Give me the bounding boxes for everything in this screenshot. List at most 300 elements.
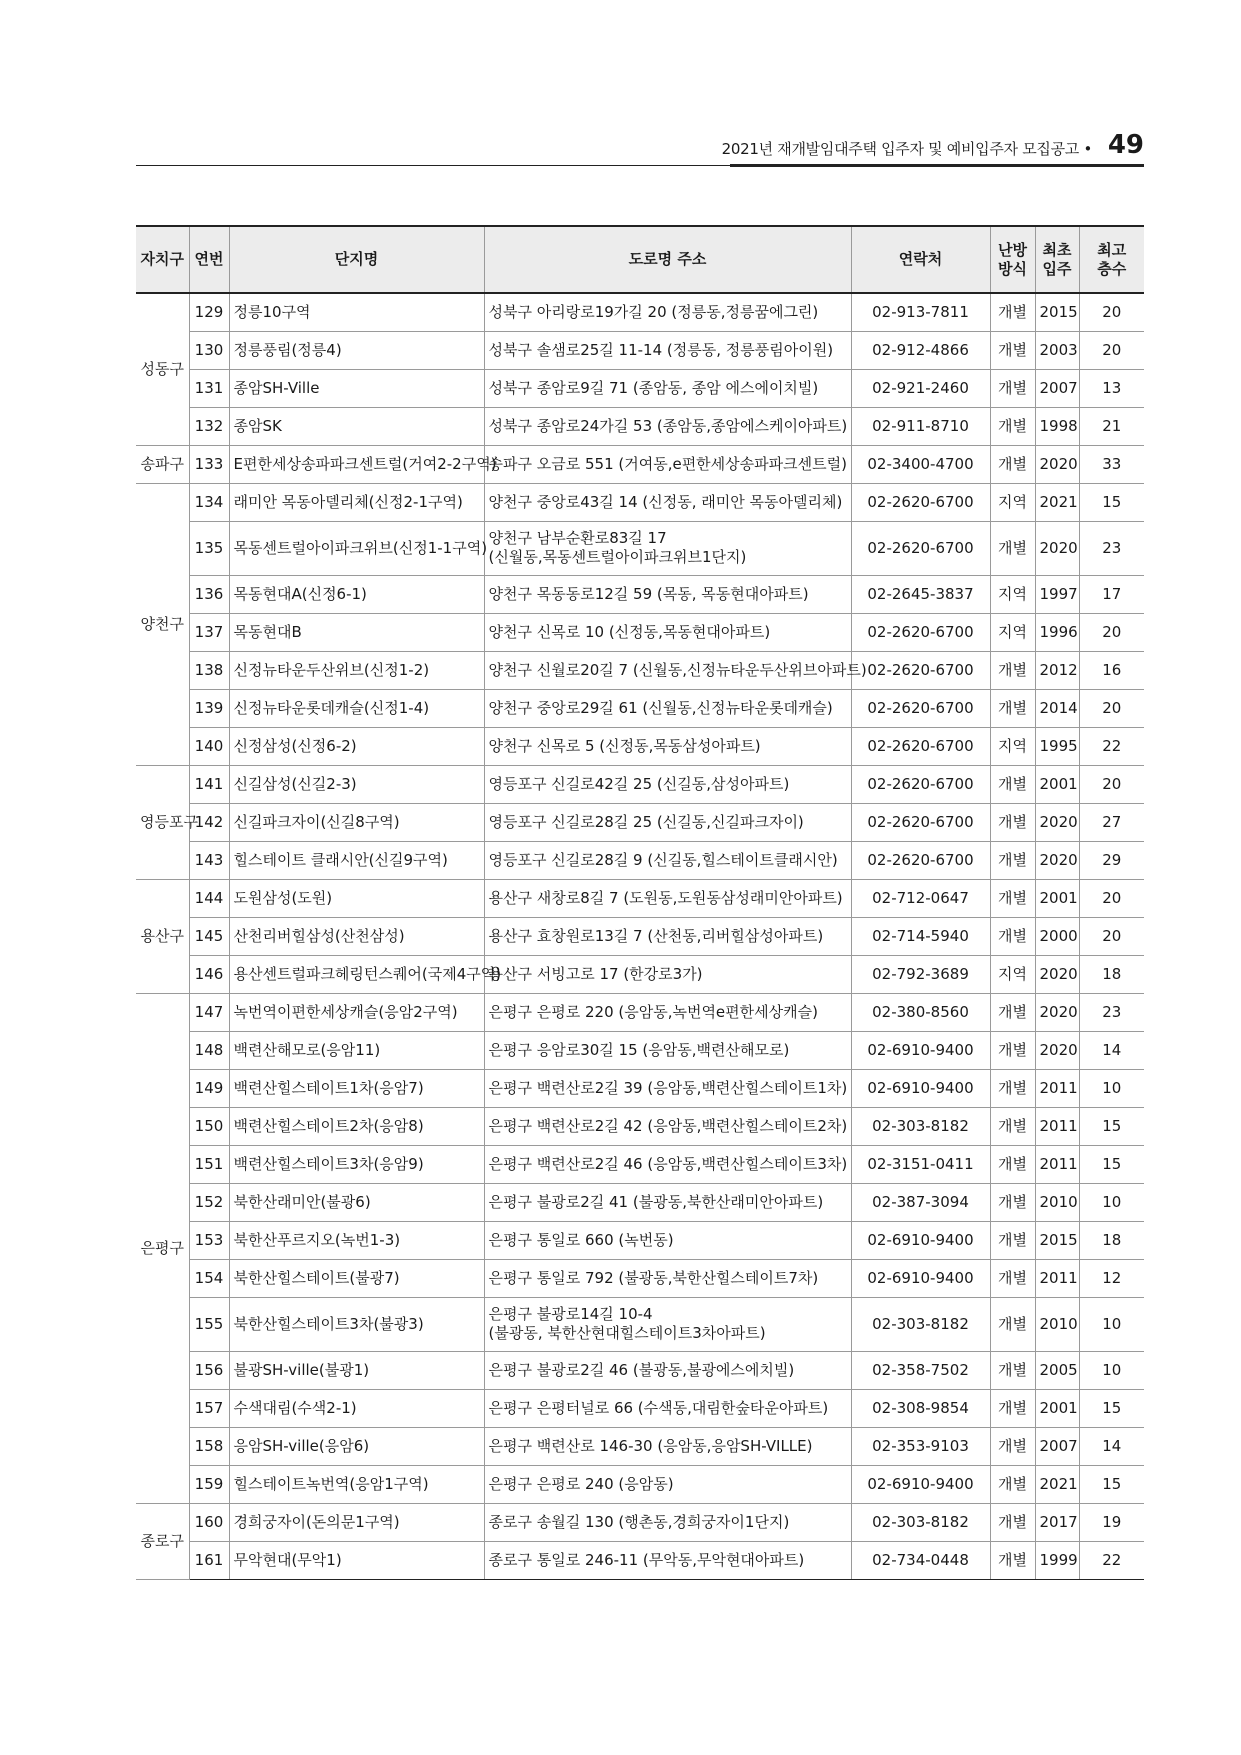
phone-cell: 02-734-0448 — [851, 1541, 990, 1579]
table-row — [136, 1465, 1144, 1503]
first-move-in-year-cell: 2017 — [1035, 1503, 1079, 1541]
row-number-cell: 160 — [189, 1503, 229, 1541]
first-move-in-year-cell: 2015 — [1035, 1221, 1079, 1259]
address-line: 송파구 오금로 551 (거여동,e편한세상송파파크센트럴) — [488, 454, 847, 473]
first-move-in-year-cell: 2011 — [1035, 1259, 1079, 1297]
heating-cell: 개별 — [990, 803, 1035, 841]
table-row — [136, 1503, 1144, 1541]
max-floors-cell: 20 — [1079, 689, 1144, 727]
heating-cell: 개별 — [990, 917, 1035, 955]
address-line: 영등포구 신길로28길 25 (신길동,신길파크자이) — [488, 812, 804, 831]
table-row — [136, 689, 1144, 727]
heating-cell: 개별 — [990, 879, 1035, 917]
heating-cell: 개별 — [990, 1465, 1035, 1503]
row-number-cell: 152 — [189, 1183, 229, 1221]
phone-cell: 02-2620-6700 — [851, 765, 990, 803]
district-cell: 용산구 — [136, 879, 189, 993]
first-move-in-year-cell: 1997 — [1035, 575, 1079, 613]
heating-cell: 개별 — [990, 1427, 1035, 1465]
heating-cell: 개별 — [990, 1259, 1035, 1297]
address-cell — [484, 917, 851, 955]
first-move-in-year-cell: 2001 — [1035, 1389, 1079, 1427]
first-move-in-year-cell: 2000 — [1035, 917, 1079, 955]
phone-cell: 02-712-0647 — [851, 879, 990, 917]
table-row — [136, 1427, 1144, 1465]
max-floors-cell: 15 — [1079, 1107, 1144, 1145]
address-cell — [484, 1069, 851, 1107]
table-body — [136, 293, 1144, 1579]
first-move-in-year-cell: 2010 — [1035, 1297, 1079, 1351]
max-floors-cell: 20 — [1079, 331, 1144, 369]
table-row — [136, 1351, 1144, 1389]
heating-cell: 개별 — [990, 1297, 1035, 1351]
address-cell — [484, 1389, 851, 1427]
heating-cell: 개별 — [990, 521, 1035, 575]
phone-cell: 02-6910-9400 — [851, 1221, 990, 1259]
first-move-in-year-cell: 2005 — [1035, 1351, 1079, 1389]
address-line: 은평구 백련산로 146-30 (응암동,응암SH-VILLE) — [488, 1436, 813, 1455]
first-move-in-year-cell: 2020 — [1035, 521, 1079, 575]
heating-cell: 개별 — [990, 651, 1035, 689]
max-floors-cell: 20 — [1079, 613, 1144, 651]
table-row — [136, 575, 1144, 613]
table-row — [136, 765, 1144, 803]
row-number-cell: 157 — [189, 1389, 229, 1427]
row-number-cell: 155 — [189, 1297, 229, 1351]
row-number-cell: 129 — [189, 293, 229, 331]
col-header-floors-line1: 최고 — [1097, 240, 1127, 259]
table-row — [136, 613, 1144, 651]
complex-name-cell: 신정뉴타운롯데캐슬(신정1-4) — [229, 689, 484, 727]
max-floors-cell: 10 — [1079, 1351, 1144, 1389]
max-floors-cell: 16 — [1079, 651, 1144, 689]
address-cell — [484, 651, 867, 689]
table-row — [136, 293, 1144, 331]
row-number-cell: 139 — [189, 689, 229, 727]
col-header-heating-line1: 난방 — [998, 240, 1027, 259]
table-row — [136, 445, 1144, 483]
address-line: 용산구 서빙고로 17 (한강로3가) — [488, 964, 703, 983]
row-number-cell: 147 — [189, 993, 229, 1031]
heating-cell: 개별 — [990, 993, 1035, 1031]
row-number-cell: 141 — [189, 765, 229, 803]
heating-cell: 개별 — [990, 765, 1035, 803]
row-number-cell: 161 — [189, 1541, 229, 1579]
table-row — [136, 521, 1144, 575]
col-header-first-move-in — [1035, 226, 1079, 293]
phone-cell: 02-2620-6700 — [851, 483, 990, 521]
complex-name-cell: 힐스테이트녹번역(응암1구역) — [229, 1465, 484, 1503]
district-cell: 은평구 — [136, 993, 189, 1503]
address-line: 용산구 새창로8길 7 (도원동,도원동삼성래미안아파트) — [488, 888, 843, 907]
first-move-in-year-cell: 2021 — [1035, 483, 1079, 521]
address-cell — [484, 803, 851, 841]
max-floors-cell: 18 — [1079, 1221, 1144, 1259]
first-move-in-year-cell: 2021 — [1035, 1465, 1079, 1503]
phone-cell: 02-6910-9400 — [851, 1259, 990, 1297]
phone-cell: 02-3400-4700 — [851, 445, 990, 483]
row-number-cell: 143 — [189, 841, 229, 879]
phone-cell: 02-6910-9400 — [851, 1031, 990, 1069]
table-row — [136, 993, 1144, 1031]
phone-cell: 02-2620-6700 — [851, 803, 990, 841]
address-line: 종로구 통일로 246-11 (무악동,무악현대아파트) — [488, 1550, 805, 1569]
first-move-in-year-cell: 2020 — [1035, 993, 1079, 1031]
row-number-cell: 134 — [189, 483, 229, 521]
row-number-cell: 158 — [189, 1427, 229, 1465]
complex-name-cell: E편한세상송파파크센트럴(거여2-2구역) — [229, 445, 484, 483]
complex-name-cell: 종암SK — [229, 407, 484, 445]
row-number-cell: 137 — [189, 613, 229, 651]
phone-cell: 02-714-5940 — [851, 917, 990, 955]
address-cell — [484, 407, 851, 445]
heating-cell: 개별 — [990, 1031, 1035, 1069]
complex-name-cell: 목동현대A(신정6-1) — [229, 575, 484, 613]
district-cell: 성동구 — [136, 293, 189, 445]
address-cell — [484, 841, 851, 879]
heating-cell: 개별 — [990, 1107, 1035, 1145]
table-row — [136, 1221, 1144, 1259]
district-cell: 양천구 — [136, 483, 189, 765]
first-move-in-year-cell: 2014 — [1035, 689, 1079, 727]
max-floors-cell: 15 — [1079, 1145, 1144, 1183]
address-cell — [484, 483, 851, 521]
row-number-cell: 145 — [189, 917, 229, 955]
housing-complex-table — [136, 225, 1144, 1580]
col-header-first-line2: 입주 — [1042, 259, 1072, 278]
max-floors-cell: 10 — [1079, 1183, 1144, 1221]
phone-cell: 02-303-8182 — [851, 1297, 990, 1351]
row-number-cell: 150 — [189, 1107, 229, 1145]
address-line: 은평구 은평터널로 66 (수색동,대림한숲타운아파트) — [488, 1398, 829, 1417]
phone-cell: 02-303-8182 — [851, 1503, 990, 1541]
complex-name-cell: 도원삼성(도원) — [229, 879, 484, 917]
address-line: 은평구 은평로 220 (응암동,녹번역e편한세상캐슬) — [488, 1002, 818, 1021]
address-line: 양천구 남부순환로83길 17 — [488, 529, 667, 547]
address-line-2: (불광동, 북한산현대힐스테이트3차아파트) — [488, 1324, 766, 1342]
row-number-cell: 131 — [189, 369, 229, 407]
first-move-in-year-cell: 1998 — [1035, 407, 1079, 445]
address-line: 은평구 불광로14길 10-4 — [488, 1305, 653, 1323]
table-row — [136, 1183, 1144, 1221]
first-move-in-year-cell: 2007 — [1035, 1427, 1079, 1465]
address-line: 은평구 백련산로2길 46 (응암동,백련산힐스테이트3차) — [488, 1154, 848, 1173]
complex-name-cell: 정릉풍림(정릉4) — [229, 331, 484, 369]
table-row — [136, 1145, 1144, 1183]
address-cell — [484, 1297, 851, 1351]
address-cell — [484, 955, 851, 993]
col-header-district: 자치구 — [136, 226, 189, 293]
phone-cell: 02-912-4866 — [851, 331, 990, 369]
address-line: 은평구 통일로 660 (녹번동) — [488, 1230, 674, 1249]
address-cell — [484, 689, 851, 727]
col-header-complex: 단지명 — [229, 226, 484, 293]
phone-cell: 02-2620-6700 — [851, 651, 990, 689]
col-header-floors-line2: 층수 — [1097, 259, 1127, 278]
row-number-cell: 133 — [189, 445, 229, 483]
col-header-address: 도로명 주소 — [484, 226, 851, 293]
address-line: 성북구 아리랑로19가길 20 (정릉동,정릉꿈에그린) — [488, 302, 819, 321]
complex-name-cell: 북한산래미안(불광6) — [229, 1183, 484, 1221]
row-number-cell: 132 — [189, 407, 229, 445]
max-floors-cell: 12 — [1079, 1259, 1144, 1297]
first-move-in-year-cell: 2020 — [1035, 955, 1079, 993]
max-floors-cell: 18 — [1079, 955, 1144, 993]
first-move-in-year-cell: 2012 — [1035, 651, 1079, 689]
max-floors-cell: 23 — [1079, 521, 1144, 575]
address-line: 은평구 통일로 792 (불광동,북한산힐스테이트7차) — [488, 1268, 819, 1287]
phone-cell: 02-911-8710 — [851, 407, 990, 445]
heating-cell: 개별 — [990, 1183, 1035, 1221]
max-floors-cell: 22 — [1079, 727, 1144, 765]
row-number-cell: 153 — [189, 1221, 229, 1259]
address-line: 양천구 신월로20길 7 (신월동,신정뉴타운두산위브아파트) — [488, 660, 867, 679]
max-floors-cell: 14 — [1079, 1031, 1144, 1069]
address-line: 은평구 불광로2길 46 (불광동,불광에스에치빌) — [488, 1360, 795, 1379]
table-row — [136, 369, 1144, 407]
complex-name-cell: 백련산힐스테이트2차(응암8) — [229, 1107, 484, 1145]
first-move-in-year-cell: 1995 — [1035, 727, 1079, 765]
heating-cell: 개별 — [990, 1221, 1035, 1259]
col-header-heating-line2: 방식 — [998, 259, 1027, 278]
address-cell — [484, 879, 851, 917]
address-cell — [484, 369, 851, 407]
complex-name-cell: 북한산힐스테이트3차(불광3) — [229, 1297, 484, 1351]
max-floors-cell: 22 — [1079, 1541, 1144, 1579]
max-floors-cell: 15 — [1079, 1465, 1144, 1503]
first-move-in-year-cell: 2011 — [1035, 1107, 1079, 1145]
address-cell — [484, 993, 851, 1031]
complex-name-cell: 북한산푸르지오(녹번1-3) — [229, 1221, 484, 1259]
table-row — [136, 1259, 1144, 1297]
phone-cell: 02-387-3094 — [851, 1183, 990, 1221]
address-line: 영등포구 신길로28길 9 (신길동,힐스테이트클래시안) — [488, 850, 838, 869]
col-header-first-line1: 최초 — [1042, 240, 1072, 259]
address-line: 양천구 중앙로43길 14 (신정동, 래미안 목동아델리체) — [488, 492, 843, 511]
complex-name-cell: 백련산해모로(응암11) — [229, 1031, 484, 1069]
complex-name-cell: 신길삼성(신길2-3) — [229, 765, 484, 803]
address-cell — [484, 445, 851, 483]
col-header-heating — [990, 226, 1035, 293]
heating-cell: 지역 — [990, 727, 1035, 765]
address-cell — [484, 1541, 851, 1579]
address-line: 영등포구 신길로42길 25 (신길동,삼성아파트) — [488, 774, 790, 793]
heating-cell: 개별 — [990, 445, 1035, 483]
table-row — [136, 331, 1144, 369]
complex-name-cell: 백련산힐스테이트3차(응암9) — [229, 1145, 484, 1183]
address-cell — [484, 1465, 851, 1503]
heating-cell: 개별 — [990, 293, 1035, 331]
table-row — [136, 483, 1144, 521]
heating-cell: 개별 — [990, 1389, 1035, 1427]
heating-cell: 개별 — [990, 1503, 1035, 1541]
address-cell — [484, 1221, 851, 1259]
address-cell — [484, 727, 851, 765]
address-cell — [484, 293, 851, 331]
row-number-cell: 138 — [189, 651, 229, 689]
address-line: 은평구 불광로2길 41 (불광동,북한산래미안아파트) — [488, 1192, 824, 1211]
address-line: 양천구 목동동로12길 59 (목동, 목동현대아파트) — [488, 584, 809, 603]
complex-name-cell: 신정뉴타운두산위브(신정1-2) — [229, 651, 484, 689]
max-floors-cell: 10 — [1079, 1297, 1144, 1351]
max-floors-cell: 21 — [1079, 407, 1144, 445]
max-floors-cell: 15 — [1079, 1389, 1144, 1427]
row-number-cell: 142 — [189, 803, 229, 841]
complex-name-cell: 응암SH-ville(응암6) — [229, 1427, 484, 1465]
address-cell — [484, 1503, 851, 1541]
first-move-in-year-cell: 2020 — [1035, 445, 1079, 483]
address-cell — [484, 1107, 851, 1145]
phone-cell: 02-2620-6700 — [851, 613, 990, 651]
phone-cell: 02-380-8560 — [851, 993, 990, 1031]
max-floors-cell: 20 — [1079, 917, 1144, 955]
heating-cell: 개별 — [990, 369, 1035, 407]
address-line: 은평구 백련산로2길 39 (응암동,백련산힐스테이트1차) — [488, 1078, 848, 1097]
row-number-cell: 154 — [189, 1259, 229, 1297]
address-cell — [484, 1427, 851, 1465]
address-line: 은평구 은평로 240 (응암동) — [488, 1474, 674, 1493]
max-floors-cell: 20 — [1079, 879, 1144, 917]
max-floors-cell: 23 — [1079, 993, 1144, 1031]
district-cell: 송파구 — [136, 445, 189, 483]
max-floors-cell: 17 — [1079, 575, 1144, 613]
row-number-cell: 130 — [189, 331, 229, 369]
table-row — [136, 917, 1144, 955]
phone-cell: 02-353-9103 — [851, 1427, 990, 1465]
phone-cell: 02-6910-9400 — [851, 1069, 990, 1107]
complex-name-cell: 종암SH-Ville — [229, 369, 484, 407]
row-number-cell: 144 — [189, 879, 229, 917]
address-cell — [484, 613, 851, 651]
heating-cell: 개별 — [990, 331, 1035, 369]
phone-cell: 02-358-7502 — [851, 1351, 990, 1389]
phone-cell: 02-913-7811 — [851, 293, 990, 331]
heating-cell: 개별 — [990, 841, 1035, 879]
table-row — [136, 1541, 1144, 1579]
row-number-cell: 159 — [189, 1465, 229, 1503]
first-move-in-year-cell: 2007 — [1035, 369, 1079, 407]
row-number-cell: 136 — [189, 575, 229, 613]
district-cell: 영등포구 — [136, 765, 189, 879]
table-header-row — [136, 226, 1144, 293]
col-header-max-floors — [1079, 226, 1144, 293]
document-title: 2021년 재개발임대주택 입주자 및 예비입주자 모집공고 • — [721, 140, 1092, 158]
complex-name-cell: 신길파크자이(신길8구역) — [229, 803, 484, 841]
phone-cell: 02-2620-6700 — [851, 727, 990, 765]
table-row — [136, 407, 1144, 445]
phone-cell: 02-303-8182 — [851, 1107, 990, 1145]
address-line-2: (신월동,목동센트럴아이파크위브1단지) — [488, 548, 747, 566]
address-cell — [484, 1031, 851, 1069]
phone-cell: 02-2620-6700 — [851, 521, 990, 575]
first-move-in-year-cell: 2001 — [1035, 879, 1079, 917]
table-row — [136, 1389, 1144, 1427]
heating-cell: 개별 — [990, 1541, 1035, 1579]
complex-name-cell: 힐스테이트 클래시안(신길9구역) — [229, 841, 484, 879]
table-row — [136, 879, 1144, 917]
first-move-in-year-cell: 2020 — [1035, 841, 1079, 879]
row-number-cell: 135 — [189, 521, 229, 575]
address-line: 양천구 신목로 5 (신정동,목동삼성아파트) — [488, 736, 761, 755]
max-floors-cell: 29 — [1079, 841, 1144, 879]
complex-name-cell: 백련산힐스테이트1차(응암7) — [229, 1069, 484, 1107]
address-cell — [484, 1145, 851, 1183]
heating-cell: 지역 — [990, 483, 1035, 521]
header-rule-accent — [730, 164, 1144, 167]
address-cell — [484, 331, 851, 369]
address-cell — [484, 1183, 851, 1221]
row-number-cell: 149 — [189, 1069, 229, 1107]
complex-name-cell: 신정삼성(신정6-2) — [229, 727, 484, 765]
complex-name-cell: 래미안 목동아델리체(신정2-1구역) — [229, 483, 484, 521]
heating-cell: 개별 — [990, 1069, 1035, 1107]
col-header-phone: 연락처 — [851, 226, 990, 293]
address-line: 종로구 송월길 130 (행촌동,경희궁자이1단지) — [488, 1512, 790, 1531]
address-cell — [484, 765, 851, 803]
complex-name-cell: 경희궁자이(돈의문1구역) — [229, 1503, 484, 1541]
table-row — [136, 727, 1144, 765]
row-number-cell: 148 — [189, 1031, 229, 1069]
address-line: 양천구 신목로 10 (신정동,목동현대아파트) — [488, 622, 771, 641]
table-row — [136, 1107, 1144, 1145]
address-cell — [484, 1351, 851, 1389]
phone-cell: 02-3151-0411 — [851, 1145, 990, 1183]
max-floors-cell: 33 — [1079, 445, 1144, 483]
table-row — [136, 651, 1144, 689]
address-line: 성북구 솔샘로25길 11-14 (정릉동, 정릉풍림아이원) — [488, 340, 834, 359]
district-cell: 종로구 — [136, 1503, 189, 1579]
first-move-in-year-cell: 2001 — [1035, 765, 1079, 803]
heating-cell: 지역 — [990, 955, 1035, 993]
row-number-cell: 156 — [189, 1351, 229, 1389]
max-floors-cell: 10 — [1079, 1069, 1144, 1107]
heating-cell: 지역 — [990, 575, 1035, 613]
first-move-in-year-cell: 1996 — [1035, 613, 1079, 651]
address-line: 성북구 종암로24가길 53 (종암동,종암에스케이아파트) — [488, 416, 848, 435]
first-move-in-year-cell: 2020 — [1035, 803, 1079, 841]
table-row — [136, 1297, 1144, 1351]
address-line: 은평구 백련산로2길 42 (응암동,백련산힐스테이트2차) — [488, 1116, 848, 1135]
complex-name-cell: 녹번역이편한세상캐슬(응암2구역) — [229, 993, 484, 1031]
max-floors-cell: 20 — [1079, 293, 1144, 331]
table-row — [136, 1031, 1144, 1069]
address-line: 용산구 효창원로13길 7 (산천동,리버힐삼성아파트) — [488, 926, 824, 945]
max-floors-cell: 13 — [1079, 369, 1144, 407]
heating-cell: 개별 — [990, 407, 1035, 445]
phone-cell: 02-921-2460 — [851, 369, 990, 407]
first-move-in-year-cell: 1999 — [1035, 1541, 1079, 1579]
table-row — [136, 841, 1144, 879]
first-move-in-year-cell: 2015 — [1035, 293, 1079, 331]
first-move-in-year-cell: 2010 — [1035, 1183, 1079, 1221]
first-move-in-year-cell: 2011 — [1035, 1145, 1079, 1183]
complex-name-cell: 무악현대(무악1) — [229, 1541, 484, 1579]
max-floors-cell: 14 — [1079, 1427, 1144, 1465]
complex-name-cell: 불광SH-ville(불광1) — [229, 1351, 484, 1389]
row-number-cell: 146 — [189, 955, 229, 993]
heating-cell: 개별 — [990, 1145, 1035, 1183]
phone-cell: 02-6910-9400 — [851, 1465, 990, 1503]
table-row — [136, 803, 1144, 841]
col-header-no: 연번 — [189, 226, 229, 293]
phone-cell: 02-2620-6700 — [851, 841, 990, 879]
address-cell — [484, 521, 851, 575]
max-floors-cell: 20 — [1079, 765, 1144, 803]
heating-cell: 개별 — [990, 689, 1035, 727]
address-cell — [484, 575, 851, 613]
first-move-in-year-cell: 2011 — [1035, 1069, 1079, 1107]
complex-name-cell: 용산센트럴파크헤링턴스퀘어(국제4구역) — [229, 955, 484, 993]
